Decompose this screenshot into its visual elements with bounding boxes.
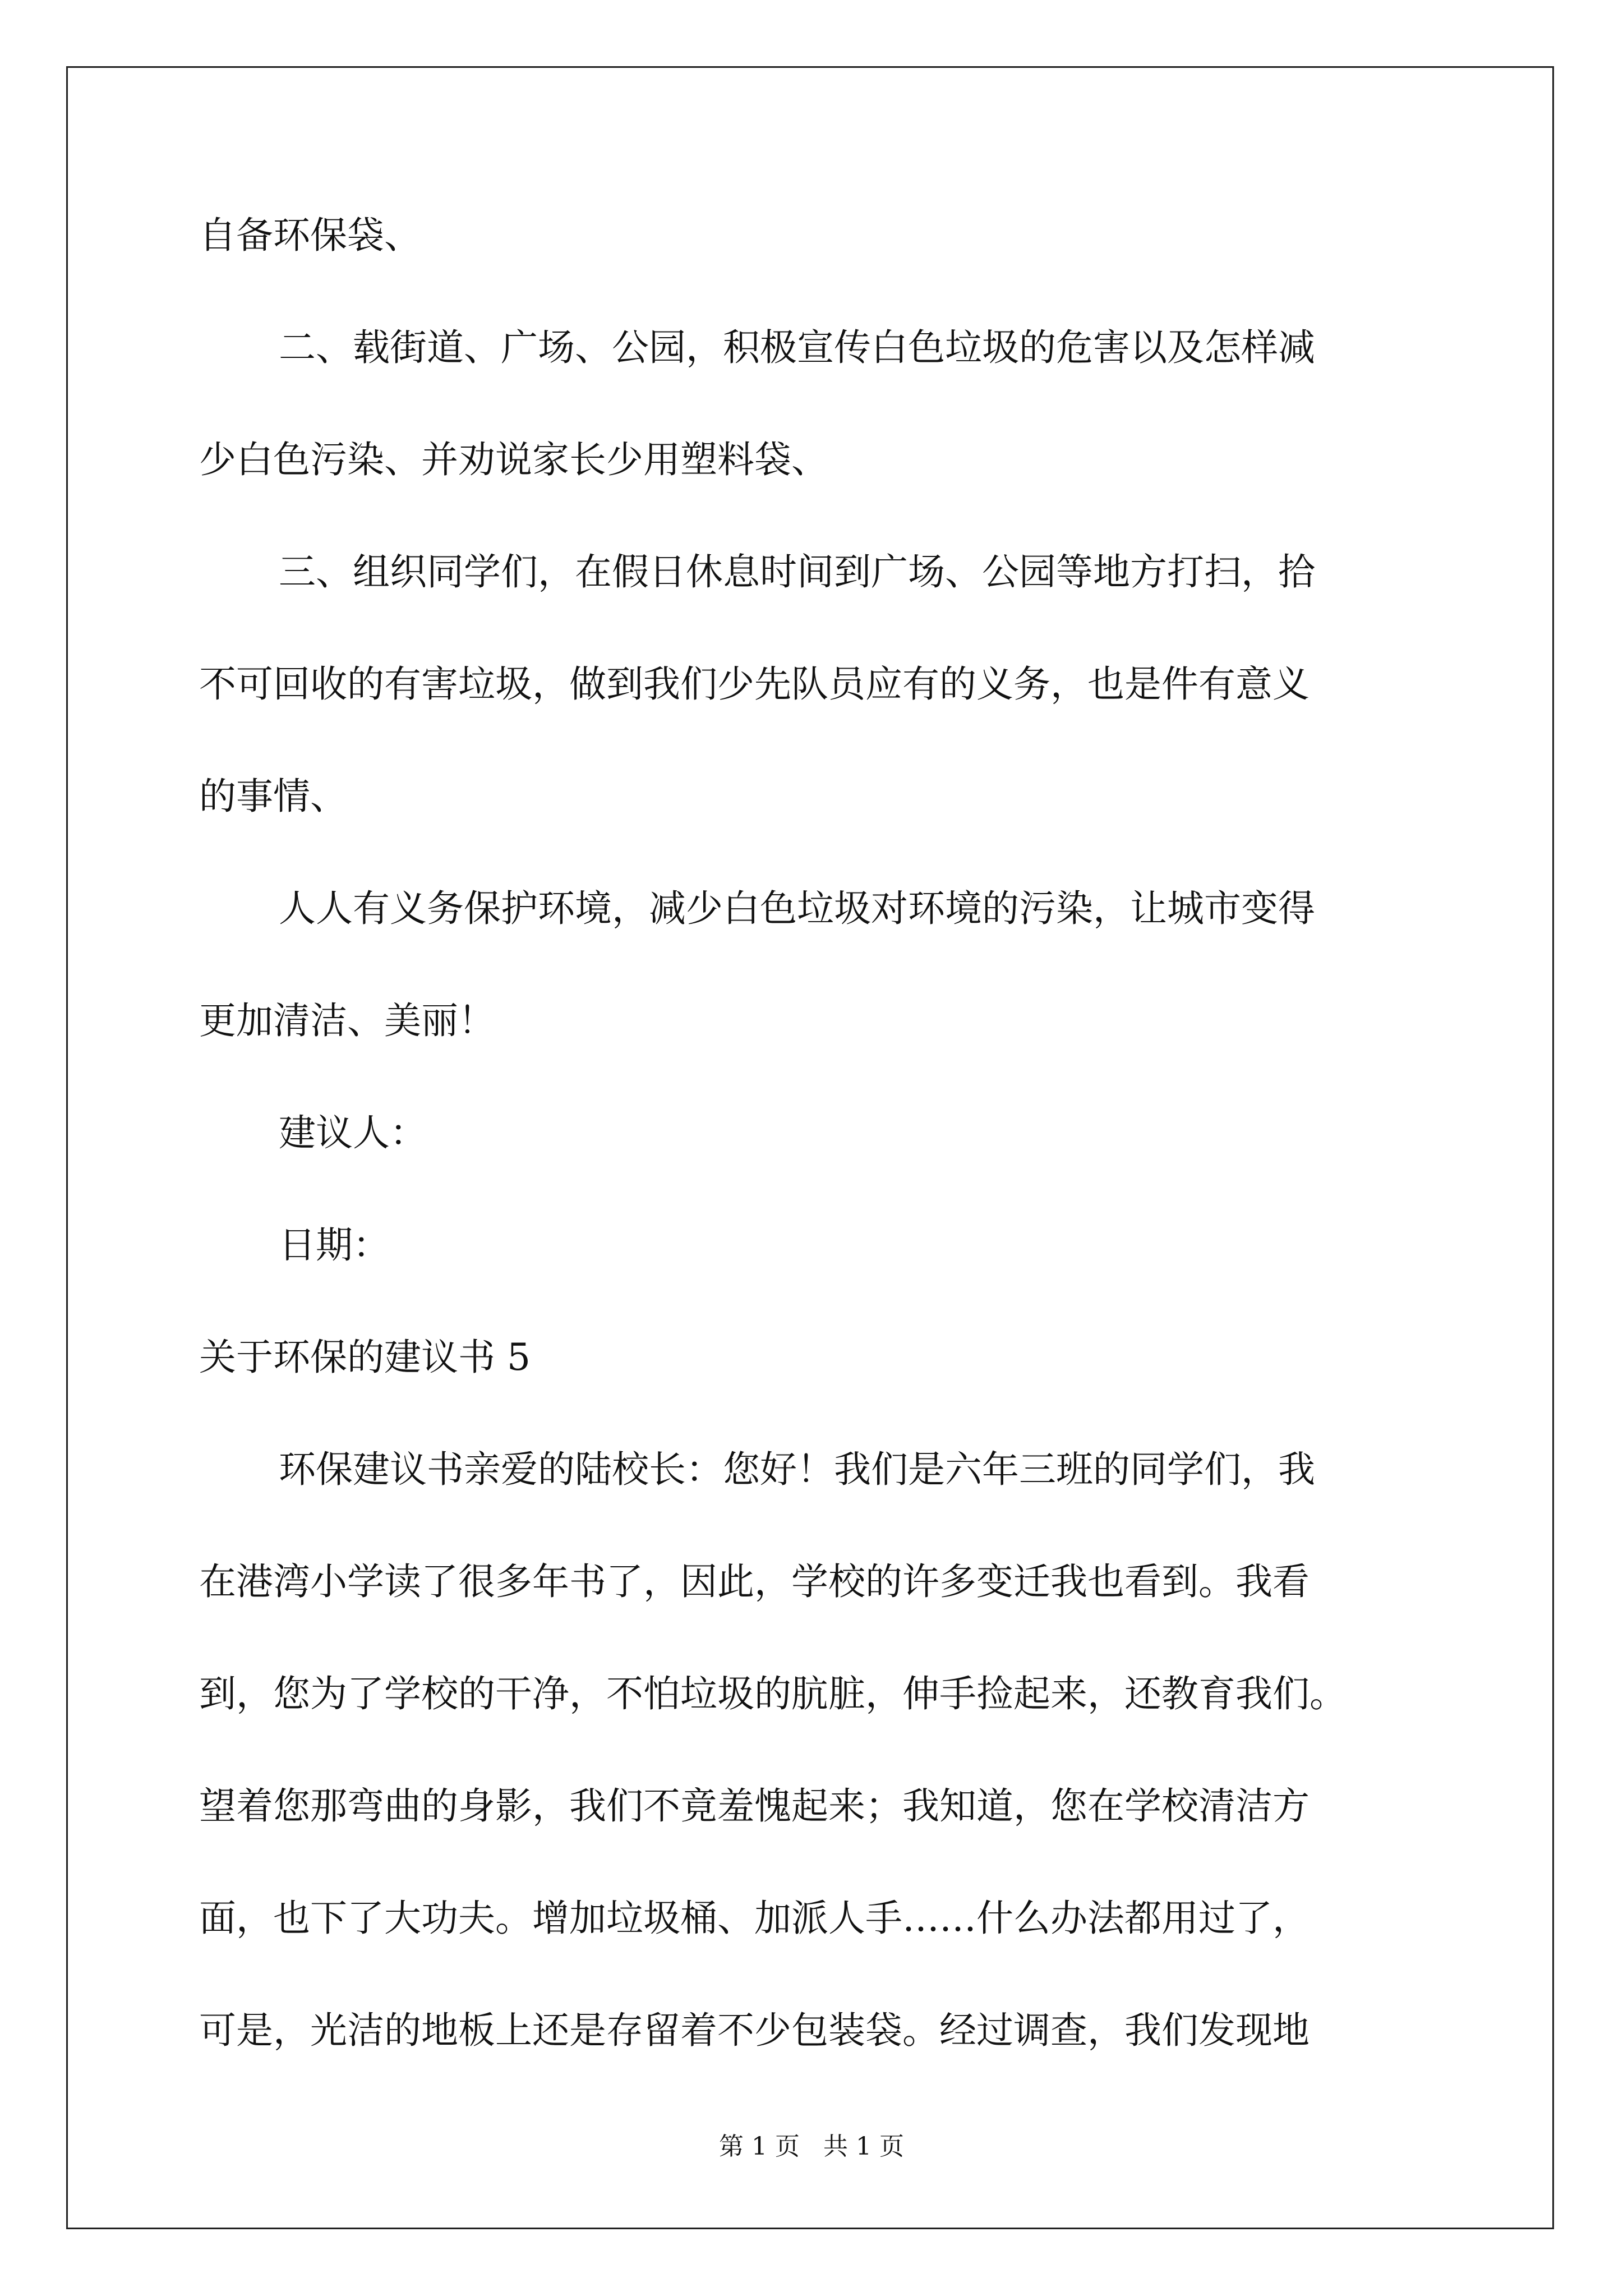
text-line: 不可回收的有害垃圾，做到我们少先队员应有的义务，也是件有意义 <box>199 662 1310 706</box>
text-line: 在港湾小学读了很多年书了，因此，学校的许多变迁我也看到。我看 <box>199 1560 1310 1603</box>
text-line: 建议人： <box>279 1111 427 1154</box>
text-line: 环保建议书亲爱的陆校长：您好！我们是六年三班的同学们，我 <box>279 1448 1315 1491</box>
text-line: 二、载街道、广场、公园，积极宣传白色垃圾的危害以及怎样减 <box>279 326 1315 369</box>
text-line: 望着您那弯曲的身影，我们不竟羞愧起来；我知道，您在学校清洁方 <box>199 1784 1310 1828</box>
text-line: 更加清洁、美丽！ <box>199 999 495 1042</box>
text-line: 日期： <box>279 1223 390 1267</box>
page-footer: 第 1 页 共 1 页 <box>719 2132 904 2161</box>
text-line: 到，您为了学校的干净，不怕垃圾的肮脏，伸手捡起来，还教育我们。 <box>199 1672 1347 1715</box>
text-line: 三、组织同学们，在假日休息时间到广场、公园等地方打扫，拾 <box>279 550 1315 593</box>
text-line: 的事情、 <box>199 775 347 818</box>
section-heading: 关于环保的建议书 5 <box>199 1336 531 1379</box>
text-line: 可是，光洁的地板上还是存留着不少包装袋。经过调查，我们发现地 <box>199 2009 1310 2052</box>
text-line: 人人有义务保护环境，减少白色垃圾对环境的污染，让城市变得 <box>279 887 1315 930</box>
text-line: 少白色污染、并劝说家长少用塑料袋、 <box>199 438 828 481</box>
text-line: 面，也下了大功夫。增加垃圾桶、加派人手……什么办法都用过了， <box>199 1897 1310 1940</box>
text-line: 自备环保袋、 <box>199 214 421 257</box>
